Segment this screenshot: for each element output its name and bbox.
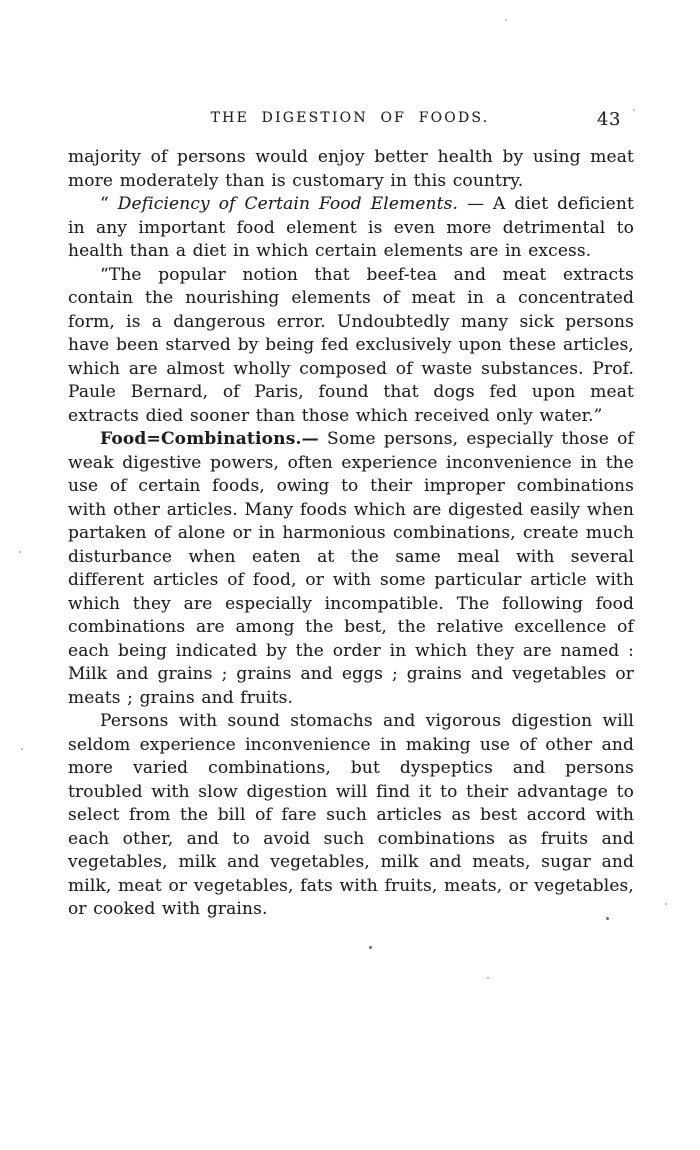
scan-speck [369, 946, 372, 949]
scan-speck [633, 109, 635, 111]
paragraph-text: — A diet deficient in any important food element is even more detrimental to health than a diet in which certain elements are in excess. [68, 194, 634, 261]
paragraph-text: majority of persons would enjoy better health by using meat more moderately than is customary in this country. [68, 147, 634, 191]
page-body [68, 146, 634, 922]
paragraph-deficiency [68, 193, 634, 264]
page-header [0, 110, 700, 134]
paragraph-beef-tea-quote [68, 264, 634, 429]
scan-speck [505, 19, 507, 21]
italic-phrase: Deficiency of Certain Food Elements. [117, 194, 459, 214]
page-number: 43 [597, 109, 621, 130]
paragraph-text: “The popular notion that beef-tea and meat extracts contain the nourishing elements of meat in a concentrated form, is a dangerous error. Undoubtedly many sick persons have been starved by being fed exclusively upon these articles, which are almost wholly composed of waste substances. Prof. Paule Bernard, of Paris, found that dogs fed upon meat extracts died sooner than those which received only water.” [68, 264, 634, 426]
paragraph-food-combinations [68, 428, 634, 710]
scan-speck [606, 917, 609, 920]
scan-speck [21, 748, 23, 750]
opening-quote: “ [100, 194, 118, 214]
scan-speck [487, 977, 489, 979]
scan-speck [19, 551, 21, 553]
paragraph-text: Persons with sound stomachs and vigorous digestion will seldom experience inconvenience in making use of other and more varied combinations, but dyspeptics and persons troubled with slow digestion will find it to their advantage to select from the bill of fare such articles as best accord with each other, and to avoid such combinations as fruits and vegetables, milk and vegetables, milk and meats, sugar and milk, meat or vegetables, fats with fruits, meats, or vegetables, or cooked with grains. [68, 711, 634, 919]
paragraph-text: Some persons, especially those of weak digestive powers, often experience inconvenience in the use of certain foods, owing to their improper combinations with other articles. Many foods which are digested easily when partaken of alone or in harmonious combinations, create much disturbance when eaten at the same meal with several different articles of food, or with some particular article with which they are especially incompatible. The following food combinations are among the best, the relative excellence of each being indicated by the order in which they are named : Milk and grains ; grains and eggs ; grains and vegetables or meats ; grains and fruits. [68, 429, 634, 708]
running-head-title: THE DIGESTION OF FOODS. [210, 110, 490, 126]
paragraph-sound-stomachs [68, 710, 634, 922]
scan-speck [665, 903, 667, 905]
paragraph-continuation [68, 146, 634, 193]
food-combinations-heading: Food=Combinations.— [100, 429, 319, 449]
